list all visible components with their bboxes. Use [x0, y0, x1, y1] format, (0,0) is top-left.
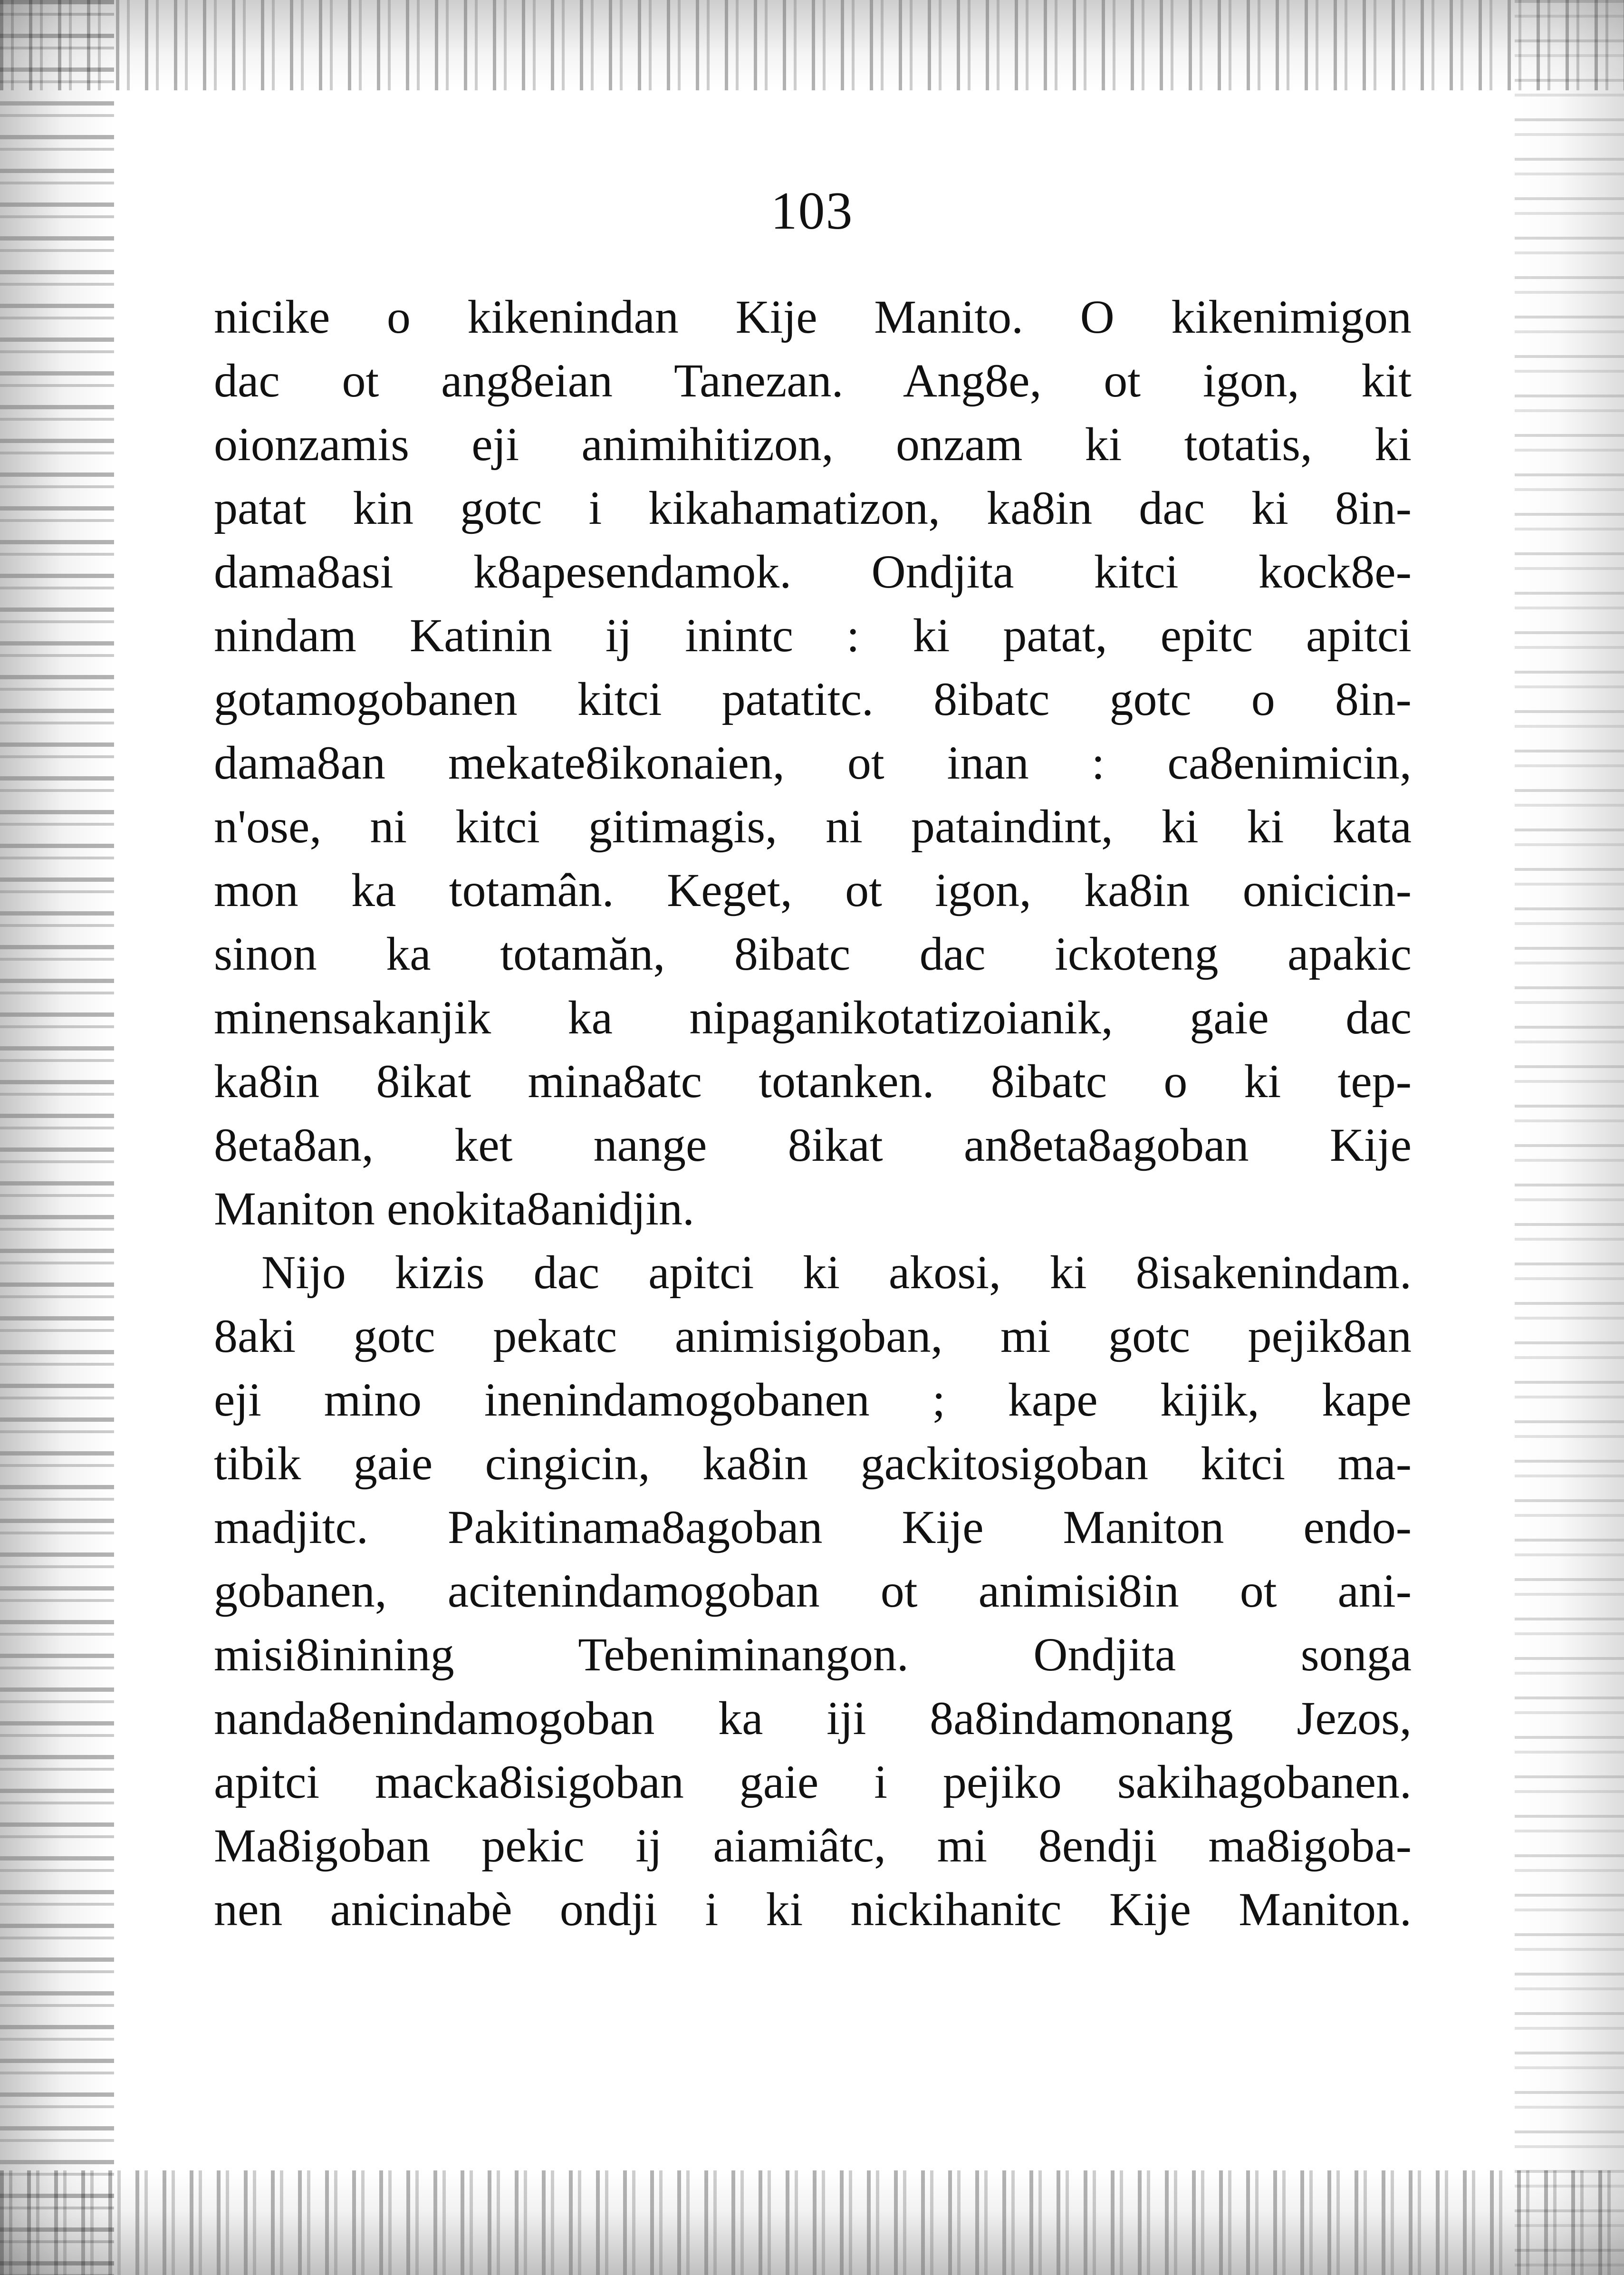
- scan-edge-left: [0, 0, 114, 2275]
- page-number: 103: [770, 182, 854, 241]
- text-line: madjitc. Pakitinama8agoban Kije Maniton endo-: [214, 1501, 1412, 1553]
- text-line: oionzamis eji animihitizon, onzam ki totatis, ki: [214, 418, 1412, 471]
- scan-edge-bottom: [0, 2170, 1624, 2275]
- text-line: Maniton enokita8anidjin.: [214, 1182, 694, 1235]
- scan-edge-top: [0, 0, 1624, 90]
- text-line: minensakanjik ka nipaganikotatizoianik, gaie dac: [214, 991, 1412, 1044]
- text-line: dama8asi k8apesendamok. Ondjita kitci kock8e-: [214, 545, 1412, 598]
- text-line: 8aki gotc pekatc animisigoban, mi gotc pejik8an: [214, 1310, 1412, 1362]
- text-line: dama8an mekate8ikonaien, ot inan : ca8enimicin,: [214, 736, 1412, 789]
- body-text: [214, 285, 1412, 1941]
- text-line: tibik gaie cingicin, ka8in gackitosigoban kitci ma-: [214, 1437, 1412, 1490]
- text-line: nindam Katinin ij inintc : ki patat, epitc apitci: [214, 609, 1412, 662]
- text-line: apitci macka8isigoban gaie i pejiko sakihagobanen.: [214, 1755, 1412, 1808]
- paragraph-1: [214, 285, 1412, 1241]
- text-line: Ma8igoban pekic ij aiamiâtc, mi 8endji ma8igoba-: [214, 1819, 1412, 1872]
- text-line: 8eta8an, ket nange 8ikat an8eta8agoban Kije: [214, 1118, 1412, 1171]
- text-line: n'ose, ni kitci gitimagis, ni pataindint, ki ki kata: [214, 800, 1412, 853]
- scan-edge-right: [1515, 0, 1624, 2275]
- text-line: ka8in 8ikat mina8atc totanken. 8ibatc o ki tep-: [214, 1055, 1412, 1108]
- text-line: eji mino inenindamogobanen ; kape kijik, kape: [214, 1373, 1412, 1426]
- text-line: dac ot ang8eian Tanezan. Ang8e, ot igon, kit: [214, 354, 1412, 407]
- text-line: nanda8enindamogoban ka iji 8a8indamonang Jezos,: [214, 1692, 1412, 1745]
- text-line: Nijo kizis dac apitci ki akosi, ki 8isakenindam.: [261, 1246, 1412, 1299]
- text-line: gotamogobanen kitci patatitc. 8ibatc gotc o 8in-: [214, 673, 1412, 725]
- text-line: patat kin gotc i kikahamatizon, ka8in dac ki 8in-: [214, 482, 1412, 534]
- text-line: nen anicinabè ondji i ki nickihanitc Kije Maniton.: [214, 1883, 1412, 1936]
- text-line: misi8inining Tebeniminangon. Ondjita songa: [214, 1628, 1412, 1681]
- text-line: mon ka totamân. Keget, ot igon, ka8in onicicin-: [214, 864, 1412, 916]
- text-line: sinon ka totamăn, 8ibatc dac ickoteng apakic: [214, 927, 1412, 980]
- text-line: gobanen, acitenindamogoban ot animisi8in ot ani-: [214, 1564, 1412, 1617]
- text-line: nicike o kikenindan Kije Manito. O kikenimigon: [214, 290, 1412, 343]
- paragraph-2: [214, 1241, 1412, 1941]
